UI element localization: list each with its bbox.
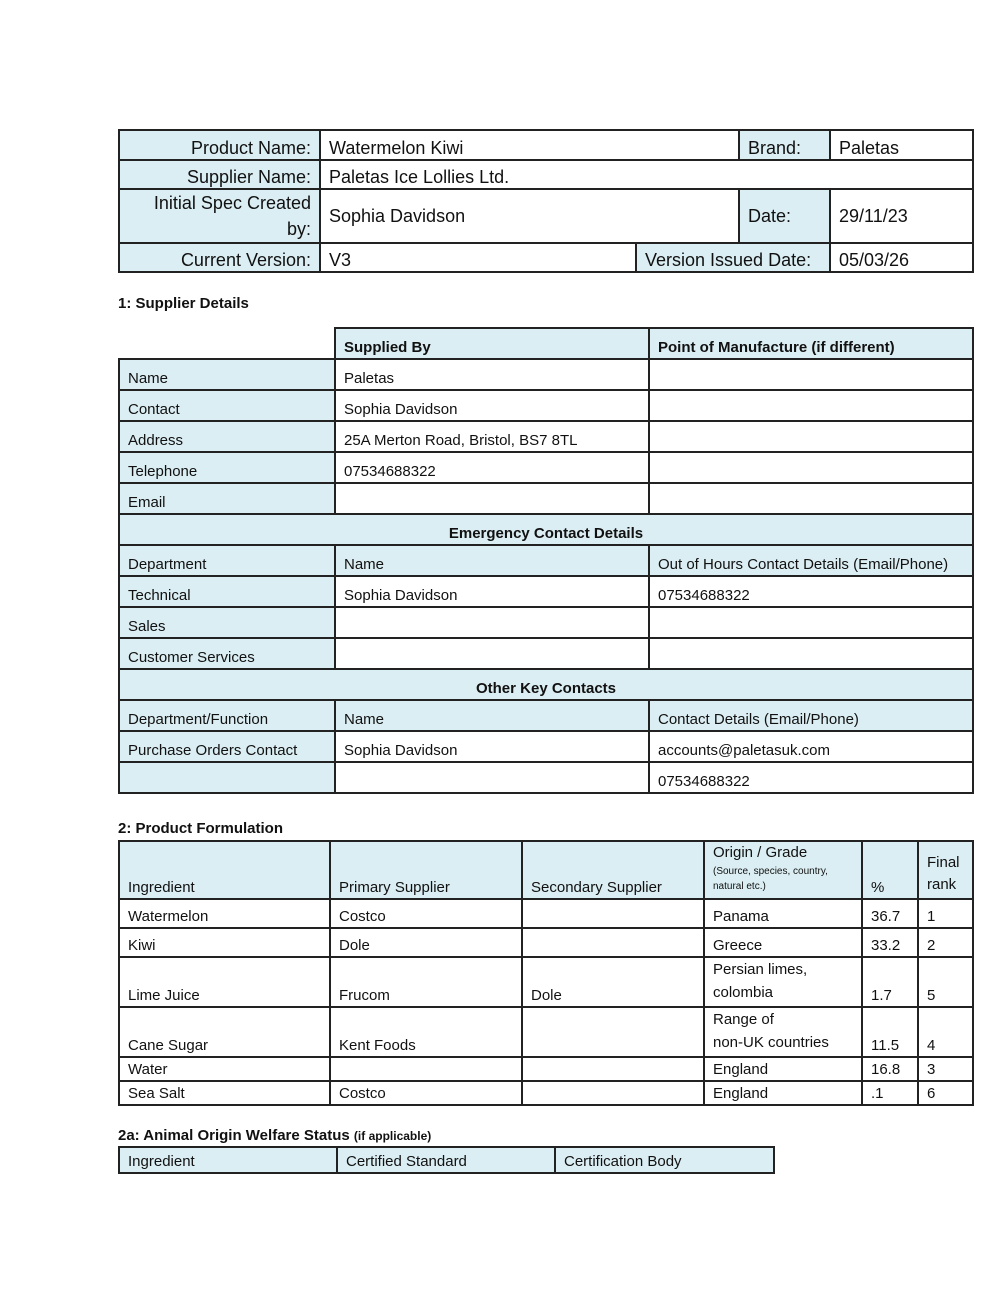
other-contacts-title: Other Key Contacts (119, 669, 973, 700)
brand-label: Brand: (739, 130, 830, 160)
function-cell (119, 762, 335, 793)
rank-cell: 6 (918, 1081, 973, 1105)
table-row (119, 483, 973, 514)
supplier-name-value: Paletas Ice Lollies Ltd. (320, 160, 973, 189)
supplied-value: 07534688322 (335, 452, 649, 483)
function-cell: Purchase Orders Contact (119, 731, 335, 762)
date-value: 29/11/23 (830, 189, 973, 243)
point-of-manufacture-header: Point of Manufacture (if different) (649, 328, 973, 359)
table-row (119, 1081, 973, 1105)
product-formulation-table (118, 840, 974, 1106)
final-rank-header (918, 841, 973, 899)
origin-grade-label: Origin / Grade (713, 844, 808, 861)
origin-cell: Greece (704, 928, 862, 957)
origin-cell (704, 957, 862, 1007)
supplied-value (335, 483, 649, 514)
origin-line-1: Persian limes, (713, 961, 808, 978)
product-name-value: Watermelon Kiwi (320, 130, 739, 160)
secondary-supplier-cell (522, 1081, 704, 1105)
column-header: Certified Standard (337, 1147, 555, 1173)
percent-cell: .1 (862, 1081, 918, 1105)
row-label: Email (119, 483, 335, 514)
current-version-value: V3 (320, 243, 636, 272)
column-header: Department/Function (119, 700, 335, 731)
primary-supplier-header: Primary Supplier (330, 841, 522, 899)
percent-cell: 11.5 (862, 1007, 918, 1057)
primary-supplier-cell: Costco (330, 899, 522, 928)
section-1-title: 1: Supplier Details (118, 295, 249, 312)
percent-cell: 16.8 (862, 1057, 918, 1081)
initial-spec-label: Initial Spec Created by: (119, 189, 320, 243)
table-row (119, 390, 973, 421)
name-cell: Sophia Davidson (335, 731, 649, 762)
manufacture-value (649, 390, 973, 421)
supplied-value: 25A Merton Road, Bristol, BS7 8TL (335, 421, 649, 452)
secondary-supplier-cell (522, 1057, 704, 1081)
origin-cell: England (704, 1057, 862, 1081)
contact-cell: accounts@paletasuk.com (649, 731, 973, 762)
section-2a-title-text: 2a: Animal Origin Welfare Status (118, 1127, 350, 1144)
rank-cell: 2 (918, 928, 973, 957)
table-row (119, 928, 973, 957)
column-header: Name (335, 545, 649, 576)
table-row (119, 638, 973, 669)
ingredient-header: Ingredient (119, 841, 330, 899)
ingredient-cell: Kiwi (119, 928, 330, 957)
table-row (119, 452, 973, 483)
rank-cell: 5 (918, 957, 973, 1007)
emergency-contact-title: Emergency Contact Details (119, 514, 973, 545)
table-row (119, 957, 973, 1007)
empty-corner-cell (119, 328, 335, 359)
product-header-table (118, 129, 974, 273)
current-version-label: Current Version: (119, 243, 320, 272)
version-issued-value: 05/03/26 (830, 243, 973, 272)
table-row (119, 359, 973, 390)
section-2-title: 2: Product Formulation (118, 820, 283, 837)
row-label: Contact (119, 390, 335, 421)
manufacture-value (649, 421, 973, 452)
secondary-supplier-cell (522, 928, 704, 957)
name-cell (335, 607, 649, 638)
name-cell (335, 638, 649, 669)
origin-grade-note: (Source, species, country, natural etc.) (713, 866, 828, 892)
rank-cell: 3 (918, 1057, 973, 1081)
column-header: Contact Details (Email/Phone) (649, 700, 973, 731)
table-row (119, 576, 973, 607)
department-cell: Customer Services (119, 638, 335, 669)
initial-spec-value: Sophia Davidson (320, 189, 739, 243)
manufacture-value (649, 359, 973, 390)
contact-cell (649, 638, 973, 669)
rank-cell: 1 (918, 899, 973, 928)
table-row (119, 1057, 973, 1081)
secondary-supplier-cell (522, 1007, 704, 1057)
ingredient-cell: Sea Salt (119, 1081, 330, 1105)
brand-value: Paletas (830, 130, 973, 160)
ingredient-cell: Lime Juice (119, 957, 330, 1007)
origin-cell: Panama (704, 899, 862, 928)
supplier-name-label: Supplier Name: (119, 160, 320, 189)
ingredient-cell: Cane Sugar (119, 1007, 330, 1057)
table-row (119, 762, 973, 793)
origin-cell (704, 1007, 862, 1057)
table-row (119, 421, 973, 452)
ingredient-cell: Water (119, 1057, 330, 1081)
column-header: Certification Body (555, 1147, 774, 1173)
supplier-details-table (118, 327, 974, 794)
row-label: Address (119, 421, 335, 452)
column-header: Name (335, 700, 649, 731)
percent-cell: 33.2 (862, 928, 918, 957)
department-cell: Sales (119, 607, 335, 638)
percent-cell: 36.7 (862, 899, 918, 928)
section-2a-title (118, 1127, 431, 1144)
supplied-by-header: Supplied By (335, 328, 649, 359)
version-issued-label: Version Issued Date: (636, 243, 830, 272)
percent-cell: 1.7 (862, 957, 918, 1007)
secondary-supplier-cell (522, 899, 704, 928)
table-row (119, 1007, 973, 1057)
name-cell: Sophia Davidson (335, 576, 649, 607)
origin-line-2: non-UK countries (713, 1034, 829, 1051)
contact-cell: 07534688322 (649, 576, 973, 607)
rank-cell: 4 (918, 1007, 973, 1057)
table-row (119, 607, 973, 638)
product-name-label: Product Name: (119, 130, 320, 160)
final-rank-label-1: Final (927, 854, 960, 871)
animal-welfare-table (118, 1146, 775, 1174)
final-rank-label-2: rank (927, 876, 957, 893)
origin-grade-header (704, 841, 862, 899)
row-label: Telephone (119, 452, 335, 483)
supplied-value: Sophia Davidson (335, 390, 649, 421)
column-header: Out of Hours Contact Details (Email/Phone) (649, 545, 973, 576)
primary-supplier-cell (330, 1057, 522, 1081)
manufacture-value (649, 452, 973, 483)
contact-cell (649, 607, 973, 638)
table-row (119, 899, 973, 928)
primary-supplier-cell: Dole (330, 928, 522, 957)
primary-supplier-cell: Frucom (330, 957, 522, 1007)
primary-supplier-cell: Kent Foods (330, 1007, 522, 1057)
manufacture-value (649, 483, 973, 514)
supplied-value: Paletas (335, 359, 649, 390)
row-label: Name (119, 359, 335, 390)
origin-line-2: colombia (713, 984, 774, 1001)
ingredient-cell: Watermelon (119, 899, 330, 928)
name-cell (335, 762, 649, 793)
secondary-supplier-header: Secondary Supplier (522, 841, 704, 899)
date-label: Date: (739, 189, 830, 243)
column-header: Department (119, 545, 335, 576)
primary-supplier-cell: Costco (330, 1081, 522, 1105)
percent-header: % (862, 841, 918, 899)
section-2a-title-note: (if applicable) (353, 1129, 432, 1143)
table-row (119, 731, 973, 762)
secondary-supplier-cell: Dole (522, 957, 704, 1007)
column-header: Ingredient (119, 1147, 337, 1173)
origin-cell: England (704, 1081, 862, 1105)
origin-line-1: Range of (713, 1011, 774, 1028)
department-cell: Technical (119, 576, 335, 607)
contact-cell: 07534688322 (649, 762, 973, 793)
